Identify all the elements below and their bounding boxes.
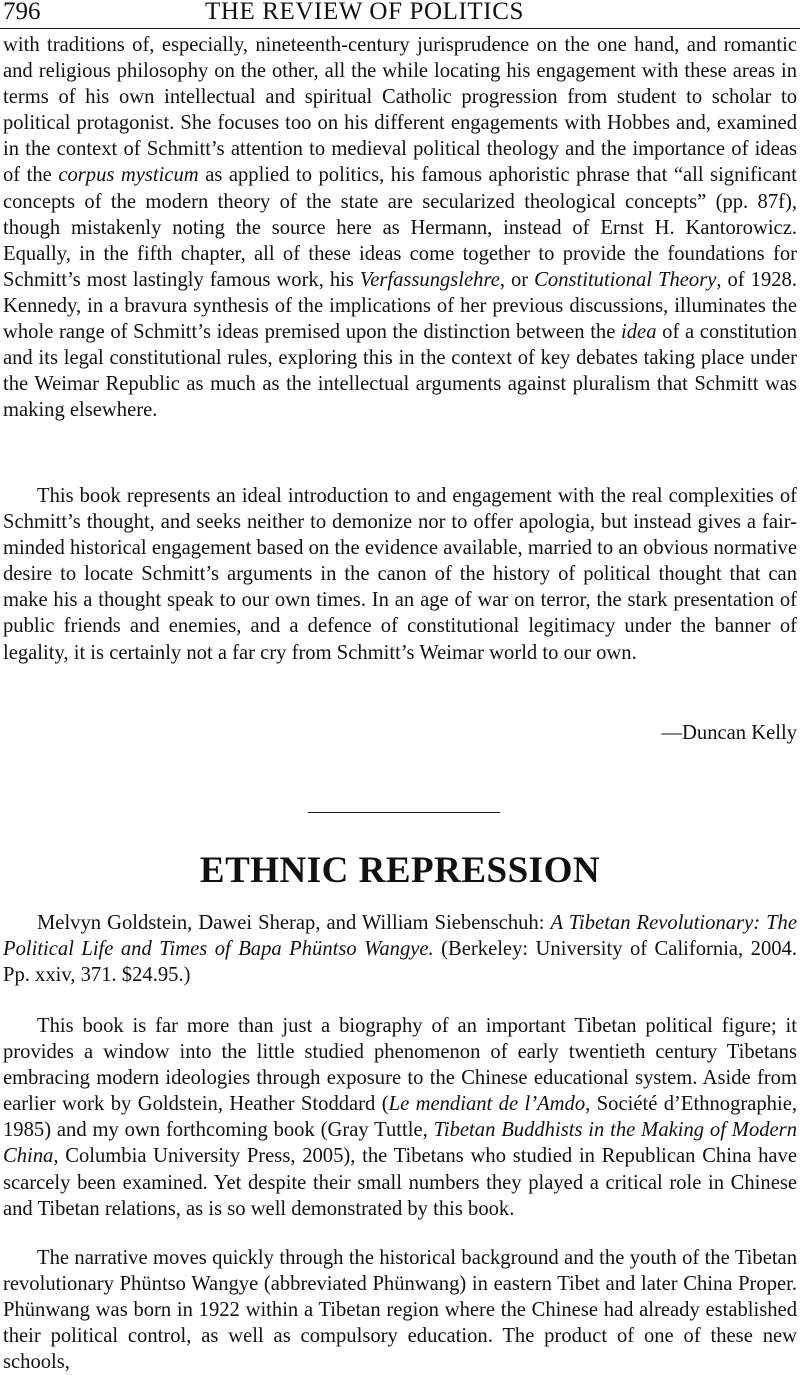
italic-text: idea (621, 321, 657, 344)
italic-text: Constitutional Theory (534, 268, 717, 291)
section-title: ETHNIC REPRESSION (199, 850, 601, 891)
text-run: , of 1928. Kennedy, in a bravura synthesis of the implications of her previous discussions, illuminates the whole range of Schmitt’s ideas premised upon the distinction between the (3, 268, 797, 344)
paragraph-text (3, 32, 797, 423)
text-run: with traditions of, especially, nineteenth-century jurisprudence on the one hand, and romantic and religious philosophy on the other, all the while locating his engagement with these areas in terms of his own intellectual and spiritual Catholic progression from student to scholar to political protagonist. She focuses too on his different engagements with Hobbes and, examined in the context of Schmitt’s attention to medieval political theology and the importance of ideas of the (3, 34, 797, 187)
review2-paragraph-1 (3, 1013, 797, 1222)
journal-title: THE REVIEW OF POLITICS (205, 0, 524, 25)
text-run: as applied to politics, his famous aphoristic phrase that “all significant concepts of the modern theory of the state are secularized theological concepts” (pp. 87f), though mistakenly noting the source here as Hermann, instead of Ernst H. Kantorowicz. Equally, in the fifth chapter, all of these ideas come together to provide the foundations for Schmitt’s most lastingly famous work, his (3, 164, 797, 291)
text-run: , Société d’Ethnographie, 1985) and my own forthcoming book (Gray Tuttle, (3, 1093, 797, 1142)
book-citation (3, 910, 797, 988)
reviewer-signature: —Duncan Kelly (661, 722, 797, 744)
review-paragraph-2 (3, 483, 797, 666)
italic-text: Le mendiant de l’Amdo (388, 1093, 586, 1116)
text-run: This book is far more than just a biography of an important Tibetan political figure; it provides a window into the little studied phenomenon of early twentieth century Tibetans embracing modern ideologies through exposure to the Chinese educational system. Aside from earlier work by Goldstein, Heather Stoddard ( (3, 1015, 797, 1116)
italic-text: A Tibetan Revolutionary: The Political Life and Times of Bapa Phüntso Wangye. (3, 912, 797, 960)
italic-text: Tibetan Buddhists in the Making of Modern China (3, 1119, 797, 1168)
text-run: This book represents an ideal introduction to and engagement with the real complexities of Schmitt’s thought, and seeks neither to demonize nor to offer apologia, but instead gives a fair-minded historical engagement based on the evidence available, married to an obvious normative desire to locate Schmitt’s arguments in the canon of the history of political thought that can make his a thought speak to our own times. In an age of war on terror, the stark presentation of public friends and enemies, and a defence of constitutional legitimacy under the banner of legality, it is certainly not a far cry from Schmitt’s Weimar world to our own. (3, 485, 797, 664)
text-run: of a constitution and its legal constitutional rules, exploring this in the context of key debates taking place under the Weimar Republic as much as the intellectual arguments against pluralism that Schmitt was making elsewhere. (3, 321, 797, 422)
text-run: Melvyn Goldstein, Dawei Sherap, and William Siebenschuh: (37, 912, 551, 934)
page-number: 796 (3, 0, 41, 25)
italic-text: Verfassungslehre (359, 268, 500, 291)
review2-paragraph-2 (3, 1245, 797, 1375)
text-run: (Berkeley: University of California, 2004. Pp. xxiv, 371. $24.95.) (3, 938, 797, 986)
text-run: , Columbia University Press, 2005), the Tibetans who studied in Republican China have scarcely been examined. Yet despite their small numbers they played a critical role in Chinese and Tibetan relations, as is so well demonstrated by this book. (3, 1145, 797, 1220)
text-run: , or (499, 268, 535, 291)
section-divider (308, 812, 500, 813)
paragraph-text (3, 1013, 797, 1222)
paragraph-text (3, 1245, 797, 1375)
text-run: The narrative moves quickly through the historical background and the youth of the Tibetan revolutionary Phüntso Wangye (abbreviated Phünwang) in eastern Tibet and later China Proper. Phünwang was born in 1922 within a Tibetan region where the Chinese had already established their political control, as well as compulsory education. The product of one of these new schools, (3, 1247, 797, 1374)
italic-text: corpus mysticum (58, 164, 199, 187)
paragraph-text (3, 483, 797, 666)
running-header (0, 0, 800, 29)
review-paragraph-1 (3, 32, 797, 423)
